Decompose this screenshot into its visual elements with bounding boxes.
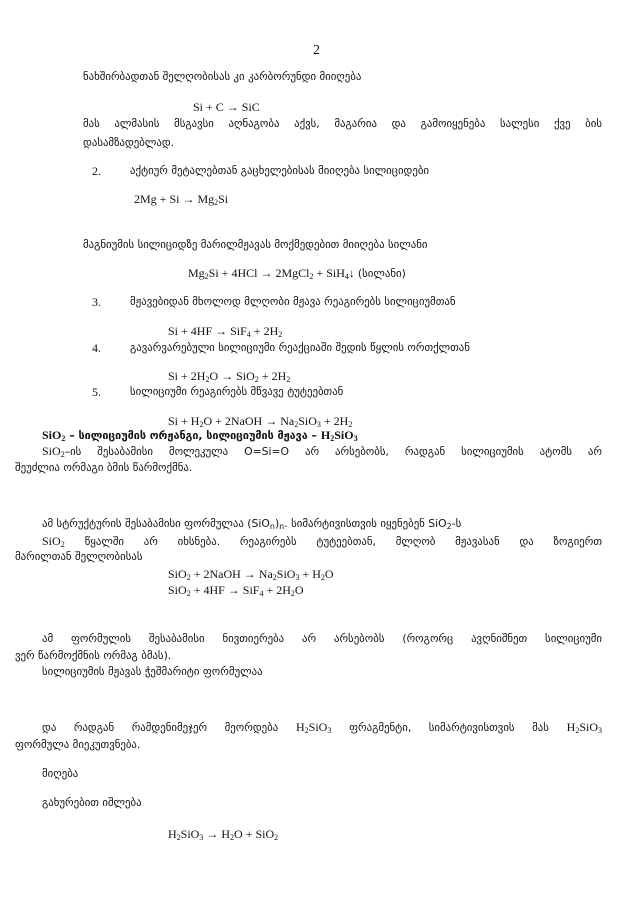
equation-hf: $Si + 4HF \to SiF_4 + 2H_2$ [168, 324, 283, 339]
structure-formula-line: ამ სტრუქტურის შესაბამისი ფორმულაა $(SiO_n)_n$. სიმარტივისთვის იყენებენ SiO$_2$-ს [42, 517, 462, 531]
equation-magnesium-silicide: $2Mg + Si \to Mg_2Si$ [134, 192, 229, 207]
equation-alkali: $Si + H_2O$ + 2NaOH → $Na_2SiO_3 + 2H_2$ [168, 414, 353, 429]
obtained-heading: მიღება [42, 767, 79, 780]
acid-line-4: და რადგან რამდენიმეჯერ მეორდება $H_2SiO_3$ ფრაგმენტი, სიმარტივისთვის მას $H_2SiO_3$ [42, 720, 603, 735]
equation-sio2-hf: $SiO_2 + 4HF \to SiF_4 + 2H_2O$ [168, 583, 304, 598]
list-number-5: 5. [92, 385, 101, 399]
carbon-description-line-1: მას ალმასის მსგავსი აღნაგობა აქვს, მაგარია და გამოიყენება სალესი ქვე ბის [83, 117, 602, 130]
list-number-2: 2. [92, 164, 101, 178]
equation-steam: $Si + 2H_2O \to SiO_2 + 2H_2$ [168, 369, 291, 384]
section-heading: SiO$_2$ – სილიციუმის ორჟანგი, სილიციუმის მჟავა – $H_2SiO_3$ [42, 428, 358, 443]
acid-line-5: ფორმულა მიეკუთვნება. [15, 738, 141, 751]
acid-line-3: სილიციუმის მჟავას ჭეშმარიტი ფორმულაა [42, 665, 263, 678]
acid-line-2: ვერ წარმოქმნის ორმაგ ბმას). [15, 649, 172, 662]
acid-line-1: ამ ფორმულის შესაბამისი ნივთიერება არ არსებობს (როგორც ავღნიშნეთ სილიციუმი [42, 632, 602, 645]
structure-line-2: SiO$_2$ წყალში არ იხსნება. რეაგირებს ტუტეებთან, მლღობ მჟავასან და ზოგიერთ [42, 534, 602, 549]
page-number: 2 [313, 43, 320, 58]
magnesium-silicide-note: მაგნიუმის სილიციდზე მარილმჟავას მოქმედებით მიიღება სილანი [83, 238, 428, 251]
sio2-molecule-line-1: SiO$_2$–ის შესაბამისი მოლეკულა O=Si=O არ არსებობს, რადგან სილიციუმის ატომს არ [42, 444, 602, 459]
list-number-3: 3. [92, 295, 101, 309]
list-item-5: სილიციუმი რეაგირებს მწვავე ტუტეებთან [130, 385, 344, 398]
equation-carborundum: Si + C → SiC [193, 100, 260, 114]
structure-line-3: მარილთან შელღობისას [15, 550, 143, 563]
carbon-description-line-2: დასამზადებლად. [83, 136, 175, 149]
list-item-4: გავარვარებული სილიციუმი რეაქციაში შედის წყლის ორთქლთან [130, 341, 470, 354]
list-item-3: მჟავებიდან მხოლოდ მლღობი მჟავა რეაგირებს სილიციუმთან [130, 295, 456, 308]
carbon-intro: ნახშირბადთან შელღობისას კი კარბორუნდი მიიღება [83, 70, 362, 83]
equation-sio2-naoh: SiO$_2$ + 2NaOH → $Na_2SiO_3 + H_2O$ [168, 567, 334, 582]
list-item-2: აქტიურ მეტალებთან გაცხელებისას მიიღება სილიციდები [130, 164, 430, 177]
list-number-4: 4. [92, 341, 101, 355]
sio2-molecule-line-2: შეუძლია ორმაგი ბმის წარმოქმნა. [15, 461, 193, 474]
decomposition-heading: გახურებით იშლება [42, 796, 142, 809]
equation-decomposition: $H_2SiO_3 \to H_2O + SiO_2$ [168, 827, 279, 842]
silane-label: (სილანი) [357, 267, 406, 280]
equation-silane: $Mg_2Si + 4HCl$ → 2MgCl$_2$ + SiH$_4$↓ (სილანი) [188, 266, 406, 281]
